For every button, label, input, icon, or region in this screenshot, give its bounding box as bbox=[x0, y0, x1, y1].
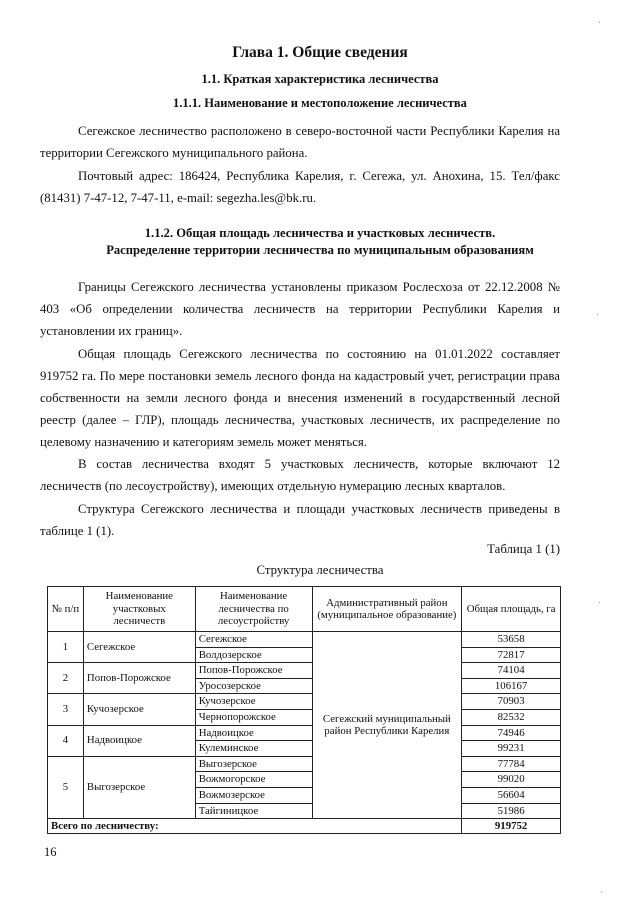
header-num: № п/п bbox=[48, 587, 84, 632]
table-title: Структура лесничества bbox=[256, 563, 384, 577]
scan-mark: · bbox=[596, 310, 600, 321]
cell-district: Надвоицкое bbox=[83, 725, 195, 756]
paragraph-table-ref: Структура Сегежского лесничества и площади участковых лесничеств приведены в таблице 1 (1). bbox=[40, 502, 560, 538]
cell-area: 70903 bbox=[462, 694, 561, 710]
cell-num: 3 bbox=[48, 694, 84, 725]
cell-area: 56604 bbox=[462, 787, 561, 803]
cell-forestry: Вожмозерское bbox=[195, 787, 312, 803]
paragraph-location: Сегежское лесничество расположено в северо-восточной части Республики Карелия на территории Сегежского муниципального района. bbox=[40, 124, 560, 160]
chapter-title: Глава 1. Общие сведения bbox=[232, 44, 408, 61]
section-heading-1-1-2 bbox=[0, 225, 640, 259]
cell-area: 99231 bbox=[462, 741, 561, 757]
cell-num: 5 bbox=[48, 756, 84, 818]
scan-mark: · bbox=[600, 888, 604, 899]
cell-num: 1 bbox=[48, 632, 84, 663]
cell-forestry: Кучозерское bbox=[195, 694, 312, 710]
cell-district: Выгозерское bbox=[83, 756, 195, 818]
cell-area: 51986 bbox=[462, 803, 561, 819]
table-header-row bbox=[48, 587, 561, 632]
paragraph-address: Почтовый адрес: 186424, Республика Карелия, г. Сегежа, ул. Анохина, 15. Тел/факс (81431) 7-47-12, 7-47-11, e-mail: segezha.les@bk.ru. bbox=[40, 169, 560, 205]
header-admin: Административный район (муниципальное образование) bbox=[312, 587, 462, 632]
cell-forestry: Сегежское bbox=[195, 632, 312, 648]
header-area: Общая площадь, га bbox=[462, 587, 561, 632]
cell-forestry: Попов-Порожское bbox=[195, 663, 312, 679]
scan-mark: · bbox=[598, 598, 602, 609]
table-row bbox=[48, 725, 561, 741]
cell-area: 74104 bbox=[462, 663, 561, 679]
total-value: 919752 bbox=[462, 819, 561, 834]
cell-district: Сегежское bbox=[83, 632, 195, 663]
table-row bbox=[48, 756, 561, 772]
cell-area: 99020 bbox=[462, 772, 561, 788]
section-heading-1-1-2-line1: 1.1.2. Общая площадь лесничества и участковых лесничеств. bbox=[144, 226, 496, 240]
cell-admin-district: Сегежский муниципальный район Республики Карелия bbox=[312, 632, 462, 819]
cell-forestry: Волдозерское bbox=[195, 647, 312, 663]
cell-forestry: Вожмогорское bbox=[195, 772, 312, 788]
cell-forestry: Уросозерское bbox=[195, 678, 312, 694]
table-row bbox=[48, 632, 561, 648]
table-label: Таблица 1 (1) bbox=[487, 542, 560, 556]
paragraph-borders: Границы Сегежского лесничества установлены приказом Рослесхоза от 22.12.2008 № 403 «Об определении количества лесничеств на территории Республики Карелия и установлении их границ». bbox=[40, 280, 560, 338]
total-label: Всего по лесничеству: bbox=[48, 819, 462, 834]
section-heading-1-1-1: 1.1.1. Наименование и местоположение лесничества bbox=[173, 96, 467, 110]
cell-forestry: Надвоицкое bbox=[195, 725, 312, 741]
table-row bbox=[48, 694, 561, 710]
forestry-structure-table bbox=[47, 586, 561, 834]
cell-forestry: Тайгиницкое bbox=[195, 803, 312, 819]
cell-area: 77784 bbox=[462, 756, 561, 772]
scan-mark: · bbox=[598, 18, 602, 29]
section-heading-1-1: 1.1. Краткая характеристика лесничества bbox=[201, 72, 439, 86]
cell-forestry: Чернопорожское bbox=[195, 709, 312, 725]
cell-area: 74946 bbox=[462, 725, 561, 741]
table-row bbox=[48, 663, 561, 679]
cell-district: Кучозерское bbox=[83, 694, 195, 725]
paragraph-composition: В состав лесничества входят 5 участковых лесничеств, которые включают 12 лесничеств (по лесоустройству), имеющих отдельную нумерацию лесных кварталов. bbox=[40, 457, 560, 493]
cell-forestry: Выгозерское bbox=[195, 756, 312, 772]
cell-forestry: Кулеминское bbox=[195, 741, 312, 757]
cell-area: 106167 bbox=[462, 678, 561, 694]
cell-area: 82532 bbox=[462, 709, 561, 725]
section-heading-1-1-2-line2: Распределение территории лесничества по муниципальным образованиям bbox=[106, 243, 534, 257]
cell-num: 4 bbox=[48, 725, 84, 756]
page-number: 16 bbox=[44, 845, 57, 859]
cell-num: 2 bbox=[48, 663, 84, 694]
header-forestry: Наименование лесничества по лесоустройству bbox=[195, 587, 312, 632]
cell-district: Попов-Порожское bbox=[83, 663, 195, 694]
cell-area: 53658 bbox=[462, 632, 561, 648]
paragraph-total-area: Общая площадь Сегежского лесничества по состоянию на 01.01.2022 составляет 919752 га. По мере постановки земель лесного фонда на кадастровый учет, регистрации права собственности на земли лесного фонда и внесения изменений в государственный лесной реестр (далее – ГЛР), площадь лесничества, участковых лесничеств, их распределение по целевому назначению и категориям земель может меняться. bbox=[40, 347, 560, 449]
cell-area: 72817 bbox=[462, 647, 561, 663]
header-district: Наименование участковых лесничеств bbox=[83, 587, 195, 632]
table-total-row bbox=[48, 819, 561, 834]
